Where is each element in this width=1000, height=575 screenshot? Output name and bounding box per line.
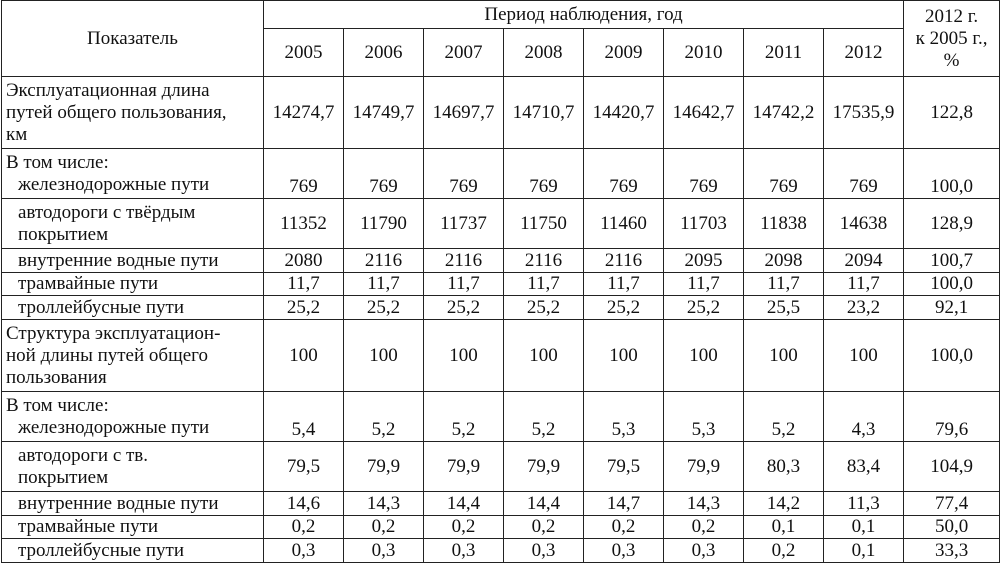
row-label-line: автодороги с твёрдым bbox=[18, 201, 196, 223]
table-row bbox=[2, 320, 1000, 392]
row-label bbox=[2, 149, 264, 199]
value-cell: 11,3 bbox=[824, 492, 904, 516]
value-cell: 25,2 bbox=[424, 296, 504, 320]
row-label-line: ной длины путей общего bbox=[6, 344, 208, 366]
value-cell: 14,7 bbox=[584, 492, 664, 516]
value-cell: 0,2 bbox=[664, 516, 744, 539]
value-cell: 79,5 bbox=[264, 442, 344, 492]
value-cell: 11838 bbox=[744, 199, 824, 249]
value-cell: 11,7 bbox=[344, 273, 424, 296]
value-cell: 14697,7 bbox=[424, 77, 504, 149]
value-cell: 0,2 bbox=[584, 516, 664, 539]
value-cell: 11,7 bbox=[424, 273, 504, 296]
row-label-line: внутренние водные пути bbox=[18, 249, 219, 271]
ratio-cell: 100,7 bbox=[904, 249, 1000, 273]
value-cell: 769 bbox=[744, 149, 824, 199]
value-cell: 14749,7 bbox=[344, 77, 424, 149]
value-cell: 11,7 bbox=[584, 273, 664, 296]
value-cell: 0,2 bbox=[344, 516, 424, 539]
value-cell: 11,7 bbox=[504, 273, 584, 296]
row-label-line: железнодорожные пути bbox=[18, 173, 210, 195]
value-cell: 100 bbox=[744, 320, 824, 392]
ratio-cell: 100,0 bbox=[904, 320, 1000, 392]
value-cell: 0,1 bbox=[744, 516, 824, 539]
year-header: 2011 bbox=[744, 29, 824, 77]
value-cell: 5,3 bbox=[584, 392, 664, 442]
value-cell: 11,7 bbox=[264, 273, 344, 296]
value-cell: 25,2 bbox=[664, 296, 744, 320]
value-cell: 11703 bbox=[664, 199, 744, 249]
value-cell: 5,2 bbox=[504, 392, 584, 442]
value-cell: 79,9 bbox=[504, 442, 584, 492]
value-cell: 769 bbox=[664, 149, 744, 199]
row-label bbox=[2, 320, 264, 392]
ratio-cell: 92,1 bbox=[904, 296, 1000, 320]
group-label: В том числе: bbox=[6, 151, 109, 173]
value-cell: 769 bbox=[824, 149, 904, 199]
value-cell: 14,4 bbox=[504, 492, 584, 516]
value-cell: 0,3 bbox=[584, 539, 664, 563]
row-label bbox=[2, 516, 264, 539]
value-cell: 100 bbox=[344, 320, 424, 392]
value-cell: 769 bbox=[504, 149, 584, 199]
row-label bbox=[2, 249, 264, 273]
value-cell: 11,7 bbox=[824, 273, 904, 296]
ratio-cell: 33,3 bbox=[904, 539, 1000, 563]
ratio-cell: 128,9 bbox=[904, 199, 1000, 249]
value-cell: 11,7 bbox=[744, 273, 824, 296]
value-cell: 2116 bbox=[344, 249, 424, 273]
value-cell: 5,2 bbox=[744, 392, 824, 442]
year-header: 2012 bbox=[824, 29, 904, 77]
ratio-cell: 50,0 bbox=[904, 516, 1000, 539]
value-cell: 5,4 bbox=[264, 392, 344, 442]
row-label bbox=[2, 199, 264, 249]
row-label-line: трамвайные пути bbox=[18, 516, 159, 537]
row-label bbox=[2, 539, 264, 563]
period-header: Период наблюдения, год bbox=[264, 1, 904, 29]
table-row bbox=[2, 199, 1000, 249]
ratio-cell: 104,9 bbox=[904, 442, 1000, 492]
table-row bbox=[2, 149, 1000, 199]
value-cell: 2094 bbox=[824, 249, 904, 273]
value-cell: 769 bbox=[584, 149, 664, 199]
ratio-cell: 100,0 bbox=[904, 149, 1000, 199]
value-cell: 4,3 bbox=[824, 392, 904, 442]
value-cell: 14638 bbox=[824, 199, 904, 249]
value-cell: 2116 bbox=[504, 249, 584, 273]
value-cell: 5,2 bbox=[424, 392, 504, 442]
value-cell: 17535,9 bbox=[824, 77, 904, 149]
group-label: В том числе: bbox=[6, 394, 109, 416]
row-label-line: автодороги с тв. bbox=[18, 444, 149, 466]
value-cell: 14,2 bbox=[744, 492, 824, 516]
row-label-line: трамвайные пути bbox=[18, 273, 159, 294]
indicator-header: Показатель bbox=[2, 1, 264, 77]
value-cell: 0,2 bbox=[424, 516, 504, 539]
year-header: 2007 bbox=[424, 29, 504, 77]
value-cell: 23,2 bbox=[824, 296, 904, 320]
row-label bbox=[2, 492, 264, 516]
value-cell: 11790 bbox=[344, 199, 424, 249]
value-cell: 2098 bbox=[744, 249, 824, 273]
value-cell: 25,5 bbox=[744, 296, 824, 320]
value-cell: 100 bbox=[584, 320, 664, 392]
row-label-line: железнодорожные пути bbox=[18, 416, 210, 438]
value-cell: 2095 bbox=[664, 249, 744, 273]
row-label bbox=[2, 442, 264, 492]
value-cell: 0,3 bbox=[504, 539, 584, 563]
value-cell: 79,9 bbox=[424, 442, 504, 492]
table-row bbox=[2, 516, 1000, 539]
year-header: 2009 bbox=[584, 29, 664, 77]
value-cell: 0,1 bbox=[824, 516, 904, 539]
value-cell: 79,9 bbox=[344, 442, 424, 492]
row-label-line: покрытием bbox=[18, 223, 109, 245]
row-label bbox=[2, 273, 264, 296]
value-cell: 14,3 bbox=[344, 492, 424, 516]
value-cell: 0,2 bbox=[504, 516, 584, 539]
value-cell: 100 bbox=[824, 320, 904, 392]
row-label-line: покрытием bbox=[18, 466, 109, 488]
table-row bbox=[2, 296, 1000, 320]
value-cell: 11352 bbox=[264, 199, 344, 249]
table-row bbox=[2, 539, 1000, 563]
row-label-line: Эксплуатационная длина bbox=[6, 79, 210, 101]
value-cell: 5,3 bbox=[664, 392, 744, 442]
row-label bbox=[2, 296, 264, 320]
ratio-header: 2012 г. к 2005 г., % bbox=[904, 1, 1000, 77]
value-cell: 14274,7 bbox=[264, 77, 344, 149]
value-cell: 83,4 bbox=[824, 442, 904, 492]
value-cell: 14,3 bbox=[664, 492, 744, 516]
row-label-line: Структура эксплуатацион- bbox=[6, 322, 221, 344]
value-cell: 79,9 bbox=[664, 442, 744, 492]
ratio-cell: 100,0 bbox=[904, 273, 1000, 296]
transport-length-table bbox=[1, 0, 1000, 563]
value-cell: 25,2 bbox=[504, 296, 584, 320]
value-cell: 25,2 bbox=[584, 296, 664, 320]
row-label bbox=[2, 392, 264, 442]
row-label-line: км bbox=[6, 123, 28, 145]
value-cell: 0,3 bbox=[264, 539, 344, 563]
value-cell: 79,5 bbox=[584, 442, 664, 492]
value-cell: 0,3 bbox=[664, 539, 744, 563]
table-row bbox=[2, 273, 1000, 296]
value-cell: 0,2 bbox=[744, 539, 824, 563]
value-cell: 80,3 bbox=[744, 442, 824, 492]
value-cell: 0,1 bbox=[824, 539, 904, 563]
value-cell: 769 bbox=[264, 149, 344, 199]
ratio-cell: 122,8 bbox=[904, 77, 1000, 149]
value-cell: 14742,2 bbox=[744, 77, 824, 149]
value-cell: 25,2 bbox=[264, 296, 344, 320]
value-cell: 0,3 bbox=[424, 539, 504, 563]
ratio-cell: 77,4 bbox=[904, 492, 1000, 516]
value-cell: 25,2 bbox=[344, 296, 424, 320]
value-cell: 0,2 bbox=[264, 516, 344, 539]
ratio-cell: 79,6 bbox=[904, 392, 1000, 442]
value-cell: 769 bbox=[344, 149, 424, 199]
row-label-line: троллейбусные пути bbox=[18, 539, 184, 561]
value-cell: 769 bbox=[424, 149, 504, 199]
year-header: 2010 bbox=[664, 29, 744, 77]
value-cell: 14420,7 bbox=[584, 77, 664, 149]
value-cell: 2116 bbox=[584, 249, 664, 273]
table-row bbox=[2, 442, 1000, 492]
value-cell: 100 bbox=[424, 320, 504, 392]
year-header: 2005 bbox=[264, 29, 344, 77]
value-cell: 14710,7 bbox=[504, 77, 584, 149]
row-label-line: троллейбусные пути bbox=[18, 296, 184, 318]
value-cell: 100 bbox=[504, 320, 584, 392]
value-cell: 14,6 bbox=[264, 492, 344, 516]
table-row bbox=[2, 492, 1000, 516]
table-row bbox=[2, 392, 1000, 442]
row-label-line: путей общего пользования, bbox=[6, 101, 227, 123]
value-cell: 14642,7 bbox=[664, 77, 744, 149]
row-label-line: пользования bbox=[6, 366, 107, 388]
value-cell: 5,2 bbox=[344, 392, 424, 442]
year-header: 2006 bbox=[344, 29, 424, 77]
row-label-line: внутренние водные пути bbox=[18, 492, 219, 514]
value-cell: 0,3 bbox=[344, 539, 424, 563]
row-label bbox=[2, 77, 264, 149]
value-cell: 11,7 bbox=[664, 273, 744, 296]
value-cell: 100 bbox=[264, 320, 344, 392]
value-cell: 100 bbox=[664, 320, 744, 392]
value-cell: 11460 bbox=[584, 199, 664, 249]
table-row bbox=[2, 249, 1000, 273]
year-header: 2008 bbox=[504, 29, 584, 77]
value-cell: 14,4 bbox=[424, 492, 504, 516]
value-cell: 2080 bbox=[264, 249, 344, 273]
value-cell: 11750 bbox=[504, 199, 584, 249]
value-cell: 11737 bbox=[424, 199, 504, 249]
value-cell: 2116 bbox=[424, 249, 504, 273]
table-row bbox=[2, 77, 1000, 149]
